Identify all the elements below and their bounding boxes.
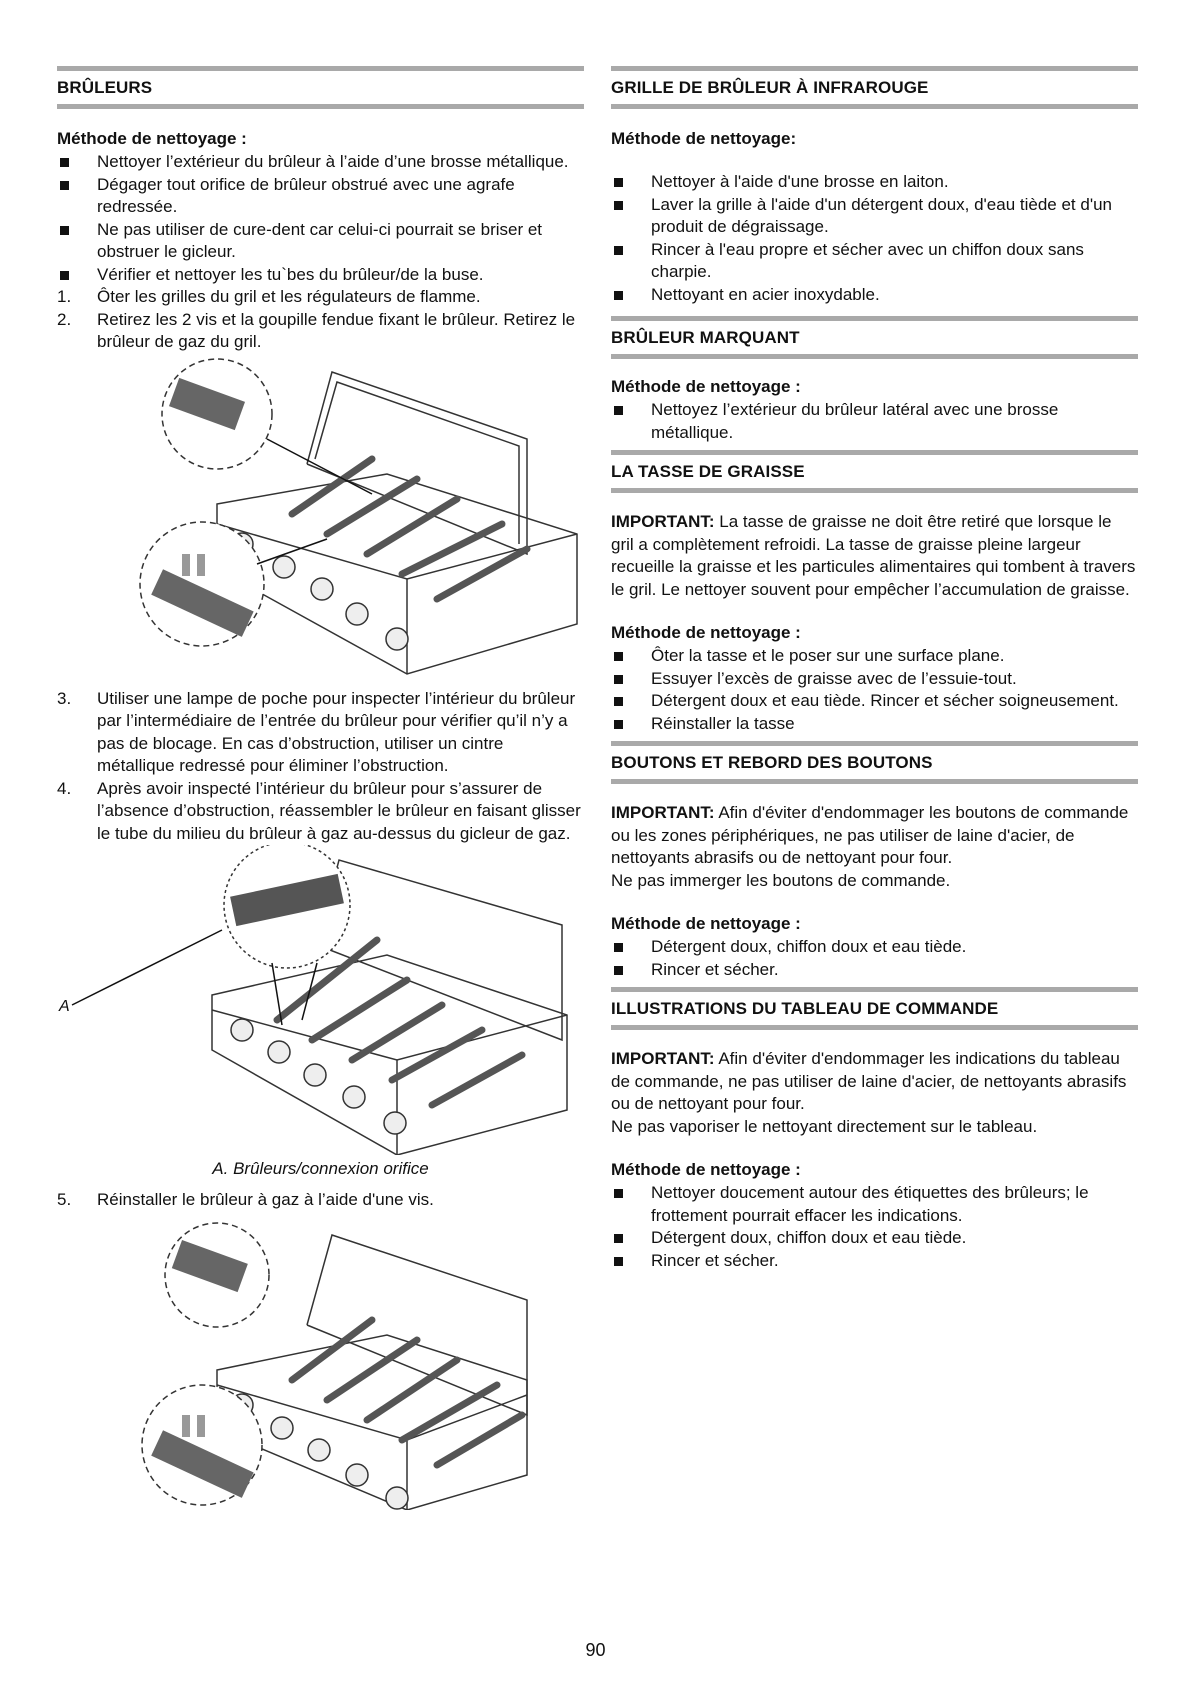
important-paragraph: IMPORTANT: Afin d'éviter d'endommager les indications du tableau de commande, ne pas utiliser de laine d'acier, de nettoyants abrasifs ou de nettoyant pour four.: [611, 1049, 1127, 1113]
numbered-list: [57, 1189, 584, 1212]
figure-burner-reinstall: [57, 1220, 584, 1510]
method-heading: Méthode de nettoyage :: [611, 1160, 801, 1179]
left-column: [57, 66, 584, 1510]
bullet-list: [611, 399, 1138, 444]
list-item: Ne pas utiliser de cure-dent car celui-ci pourrait se briser et obstruer le gicleur.: [57, 219, 584, 264]
section-title-bruleurs: BRÛLEURS: [57, 66, 584, 109]
note-text: Ne pas immerger les boutons de commande.: [611, 870, 951, 890]
bullet-list: [611, 936, 1138, 981]
right-column: [611, 66, 1138, 1272]
bullet-list: [611, 645, 1138, 735]
section-title-illustrations: ILLUSTRATIONS DU TABLEAU DE COMMANDE: [611, 987, 1138, 1030]
bullet-list: [611, 171, 1138, 306]
list-item: Nettoyer à l'aide d'une brosse en laiton.: [611, 171, 1138, 194]
method-heading: Méthode de nettoyage :: [611, 914, 801, 933]
list-item: Ôter la tasse et le poser sur une surface plane.: [611, 645, 1138, 668]
list-item: Nettoyer doucement autour des étiquettes des brûleurs; le frottement pourrait effacer les indications.: [611, 1182, 1138, 1227]
list-item: Dégager tout orifice de brûleur obstrué avec une agrafe redressée.: [57, 174, 584, 219]
list-item: Nettoyer l’extérieur du brûleur à l’aide d’une brosse métallique.: [57, 151, 584, 174]
bullet-list: [57, 151, 584, 286]
list-item: Réinstaller la tasse: [611, 713, 1138, 736]
figure-burner-removal: [57, 354, 584, 682]
bullet-list: [611, 1182, 1138, 1272]
section-title-marquant: BRÛLEUR MARQUANT: [611, 316, 1138, 359]
list-item: Essuyer l’excès de graisse avec de l’essuie-tout.: [611, 668, 1138, 691]
list-item: 3. Utiliser une lampe de poche pour inspecter l’intérieur du brûleur par l’intermédiaire de l’entrée du brûleur pour vérifier qu’il n’y a pas de blocage. En cas d’obstruction, utiliser un cintre métallique redressé pour éliminer l’obstruction.: [57, 688, 576, 775]
figure-caption: A. Brûleurs/connexion orifice: [212, 1159, 429, 1178]
method-heading: Méthode de nettoyage:: [611, 129, 797, 148]
list-item: Détergent doux et eau tiède. Rincer et sécher soigneusement.: [611, 690, 1138, 713]
section-title-boutons: BOUTONS ET REBORD DES BOUTONS: [611, 741, 1138, 784]
list-item: Détergent doux, chiffon doux et eau tiède.: [611, 1227, 1138, 1250]
important-paragraph: IMPORTANT: La tasse de graisse ne doit être retiré que lorsque le gril a complètement refroidi. La tasse de graisse pleine largeur recueille la graisse et les particules alimentaires qui tombent à travers le gril. Le nettoyer souvent pour empêcher l’accumulation de graisse.: [611, 512, 1136, 599]
method-heading: Méthode de nettoyage :: [611, 623, 801, 642]
numbered-list: [57, 286, 584, 354]
list-item: Rincer à l'eau propre et sécher avec un chiffon doux sans charpie.: [611, 239, 1138, 284]
list-item: Laver la grille à l'aide d'un détergent doux, d'eau tiède et d'un produit de dégraissage.: [611, 194, 1138, 239]
list-item: 4. Après avoir inspecté l’intérieur du brûleur pour s’assurer de l’absence d’obstruction, réassembler le brûleur en faisant glisser le tube du milieu du brûleur à gaz au-dessus du gicleur de gaz.: [57, 778, 581, 843]
list-item: 1. Ôter les grilles du gril et les régulateurs de flamme.: [57, 287, 481, 306]
figure-burner-connection: [57, 845, 584, 1155]
section-title-grille: GRILLE DE BRÛLEUR À INFRAROUGE: [611, 66, 1138, 109]
list-item: Nettoyez l’extérieur du brûleur latéral avec une brosse métallique.: [611, 399, 1138, 444]
figure-label-a: A: [59, 998, 70, 1015]
method-heading: Méthode de nettoyage :: [611, 377, 801, 396]
list-item: 2. Retirez les 2 vis et la goupille fendue fixant le brûleur. Retirez le brûleur de gaz du gril.: [57, 309, 576, 351]
list-item: Rincer et sécher.: [611, 959, 1138, 982]
list-item: Nettoyant en acier inoxydable.: [611, 284, 1138, 307]
list-item: Détergent doux, chiffon doux et eau tiède.: [611, 936, 1138, 959]
method-heading: Méthode de nettoyage :: [57, 129, 247, 148]
list-item: 5. Réinstaller le brûleur à gaz à l’aide d'une vis.: [57, 1190, 434, 1209]
list-item: Rincer et sécher.: [611, 1250, 1138, 1273]
page-number: 90: [585, 1640, 606, 1660]
numbered-list: [57, 688, 584, 846]
note-text: Ne pas vaporiser le nettoyant directement sur le tableau.: [611, 1116, 1038, 1136]
list-item: Vérifier et nettoyer les tu`bes du brûleur/de la buse.: [57, 264, 584, 287]
important-paragraph: IMPORTANT: Afin d'éviter d'endommager les boutons de commande ou les zones périphériques, ne pas utiliser de laine d'acier, de nettoyants abrasifs ou de nettoyant pour four.: [611, 803, 1129, 867]
section-title-tasse: LA TASSE DE GRAISSE: [611, 450, 1138, 493]
